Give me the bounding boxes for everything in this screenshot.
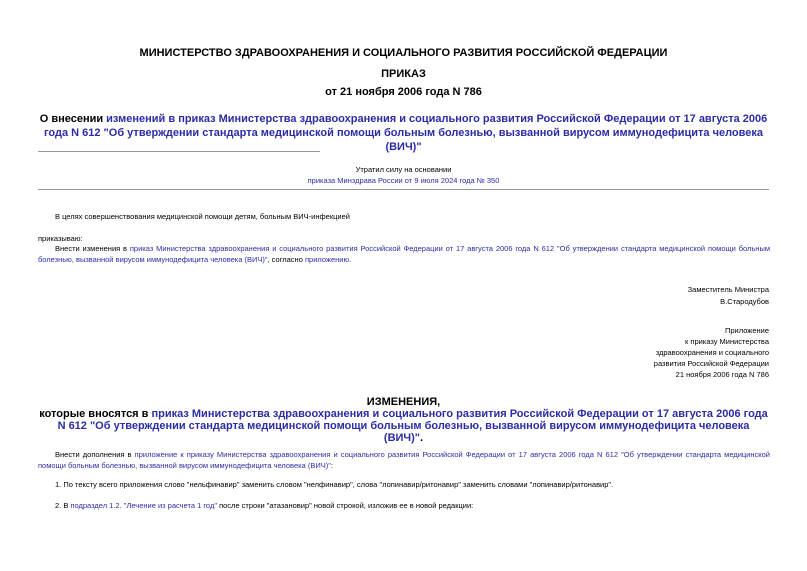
order-end: .	[349, 255, 352, 264]
document-date-number: от 21 ноября 2006 года N 786	[325, 86, 482, 98]
item2-prefix: 2. В	[55, 501, 71, 510]
subject-prefix: О внесении	[39, 113, 107, 125]
order-prefix: Внести изменения в	[55, 244, 130, 253]
signature-position: Заместитель Министра	[687, 285, 769, 294]
amendment-item-1: 1. По тексту всего приложения слово "нельфинавир" заменить словом "нелфинавир", слова "лопинавир/ритонавир" заменить словами "лопинавир/ритонавир".	[55, 480, 614, 489]
intro-paragraph: В целях совершенствования медицинской помощи детям, больным ВИЧ-инфекцией	[55, 212, 350, 221]
changes-title: ИЗМЕНЕНИЯ,	[366, 396, 441, 408]
appendix-line: Приложение	[725, 326, 769, 335]
document-subject	[30, 112, 777, 154]
appendix-block	[569, 325, 769, 380]
order-paragraph	[38, 243, 770, 265]
order-middle: , согласно	[267, 255, 305, 264]
appendix-line: к приказу Министерства	[685, 337, 769, 346]
amendment-paragraph	[38, 449, 770, 471]
amendment-suffix: :	[330, 461, 333, 470]
signature-name: В.Стародубов	[720, 297, 769, 306]
order-link[interactable]: приказ Министерства здравоохранения и социального развития Российской Федерации от 17 августа 2006 года N 612 "Об утверждении стандарта медицинской помощи больным болезнью, вызванной вирусом иммунодефицита человека (ВИЧ)"	[38, 244, 770, 264]
appendix-link[interactable]: приложению	[304, 255, 350, 264]
item2-suffix: после строки "атазановир" новой строкой, изложив ее в новой редакции:	[216, 501, 474, 510]
amendment-prefix: Внести дополнения в	[55, 450, 135, 459]
changes-prefix: которые вносятся в	[39, 408, 152, 420]
subject-link[interactable]: изменений в приказ Министерства здравоохранения и социального развития Российской Федерации от 17 августа 2006 года N 612 "Об утверждении стандарта медицинской помощи больным болезнью, вызванной вирусом иммунодефицита человека (ВИЧ)"	[43, 113, 768, 153]
amendment-item-2	[55, 500, 473, 511]
orders-word: приказываю:	[38, 234, 83, 243]
appendix-line: 21 ноября 2006 года N 786	[675, 370, 769, 379]
divider-long	[38, 189, 769, 190]
lost-force-link[interactable]: приказа Минздрава России от 9 июля 2024 года № 350	[307, 176, 500, 185]
treatment-link[interactable]: "Лечение из расчета 1 год"	[123, 501, 217, 510]
changes-suffix: .	[420, 432, 424, 444]
lost-force-note: Утратил силу на основании	[355, 165, 452, 174]
document-type: ПРИКАЗ	[381, 68, 426, 80]
amendment-link[interactable]: приложение к приказу Министерства здравоохранения и социального развития Российской Федерации от 17 августа 2006 года N 612 "Об утверждении стандарта медицинской помощи больным болезнью, вызванной вирусом иммунодефицита человека (ВИЧ)"	[38, 450, 770, 470]
ministry-title: МИНИСТЕРСТВО ЗДРАВООХРАНЕНИЯ И СОЦИАЛЬНОГО РАЗВИТИЯ РОССИЙСКОЙ ФЕДЕРАЦИИ	[139, 47, 668, 59]
appendix-line: развития Российской Федерации	[653, 359, 769, 368]
subsection-link[interactable]: подраздел 1.2.	[70, 501, 122, 510]
appendix-line: здравоохранения и социального	[655, 348, 769, 357]
changes-subtitle	[38, 408, 769, 444]
divider-short	[38, 151, 320, 152]
changes-link[interactable]: приказ Министерства здравоохранения и социального развития Российской Федерации от 17 августа 2006 года N 612 "Об утверждении стандарта медицинской помощи больным болезнью, вызванной вирусом иммунодефицита человека (ВИЧ)"	[57, 408, 768, 444]
